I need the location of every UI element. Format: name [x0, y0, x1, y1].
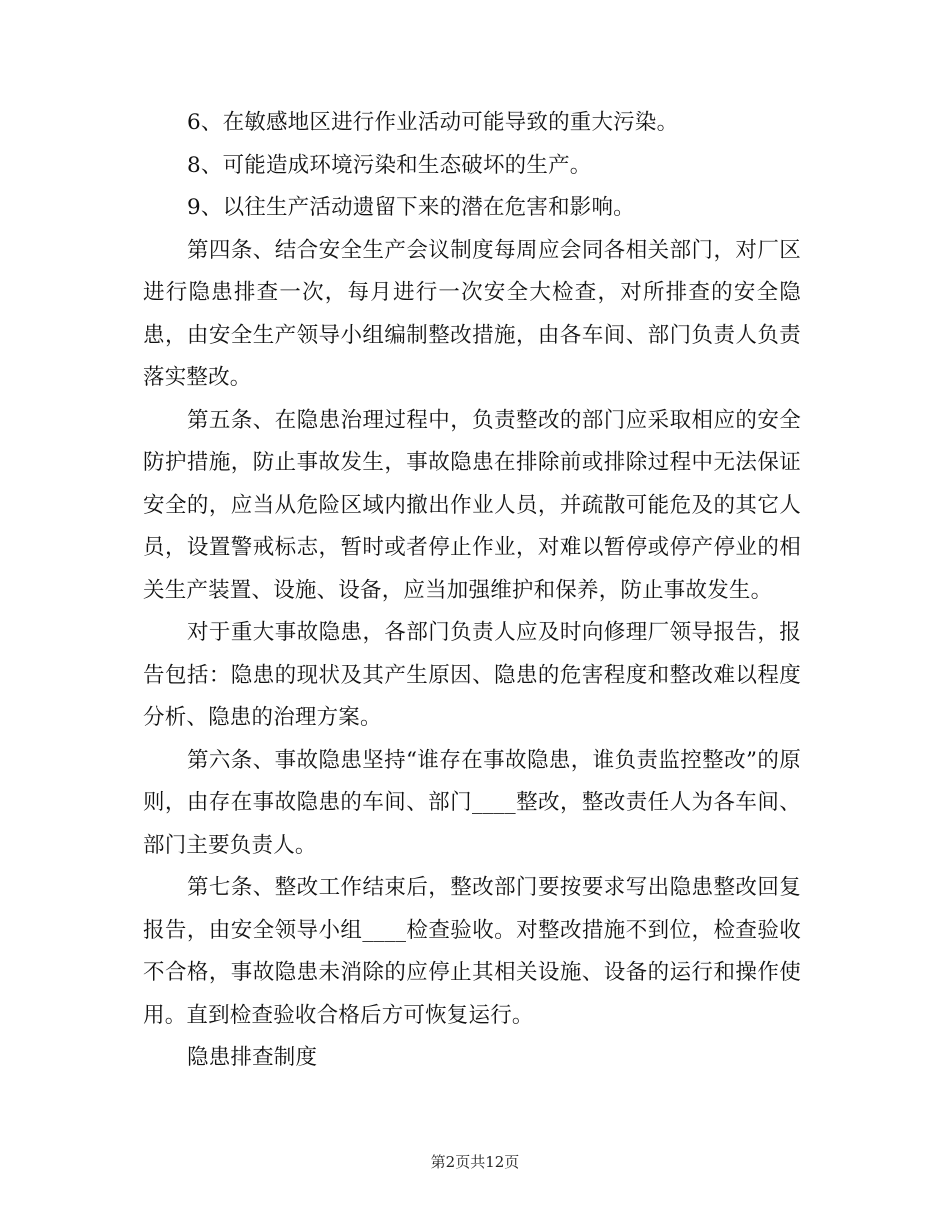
- document-body: [143, 102, 801, 1080]
- paragraph-major-hazard-report: 对于重大事故隐患，各部门负责人应及时向修理厂领导报告，报告包括：隐患的现状及其产生原因、隐患的危害程度和整改难以程度分析、隐患的治理方案。: [143, 620, 801, 730]
- paragraph-article-7: 第七条、整改工作结束后，整改部门要按要求写出隐患整改回复报告，由安全领导小组____检查验收。对整改措施不到位，检查验收不合格，事故隐患未消除的应停止其相关设施、设备的运行和操作使用。直到检查验收合格后方可恢复运行。: [143, 875, 801, 1028]
- page-number: 第2页共12页: [430, 1153, 520, 1171]
- paragraph-item-6: 6、在敏感地区进行作业活动可能导致的重大污染。: [187, 110, 679, 135]
- paragraph-item-8: 8、可能造成环境污染和生态破坏的生产。: [187, 152, 592, 178]
- paragraph-article-6: 第六条、事故隐患坚持“谁存在事故隐患，谁负责监控整改”的原则，由存在事故隐患的车间、部门____整改，整改责任人为各车间、部门主要负责人。: [143, 747, 801, 858]
- section-heading: 隐患排查制度: [187, 1045, 318, 1070]
- paragraph-article-5: 第五条、在隐患治理过程中，负责整改的部门应采取相应的安全防护措施，防止事故发生，事故隐患在排除前或排除过程中无法保证安全的，应当从危险区域内撤出作业人员，并疏散可能危及的其它人员，设置警戒标志，暂时或者停止作业，对难以暂停或停产停业的相关生产装置、设施、设备，应当加强维护和保养，防止事故发生。: [143, 407, 801, 603]
- paragraph-article-4: 第四条、结合安全生产会议制度每周应会同各相关部门，对厂区进行隐患排查一次，每月进行一次安全大检查，对所排查的安全隐患，由安全生产领导小组编制整改措施，由各车间、部门负责人负责落实整改。: [143, 237, 801, 390]
- paragraph-item-9: 9、以往生产活动遗留下来的潜在危害和影响。: [187, 195, 635, 220]
